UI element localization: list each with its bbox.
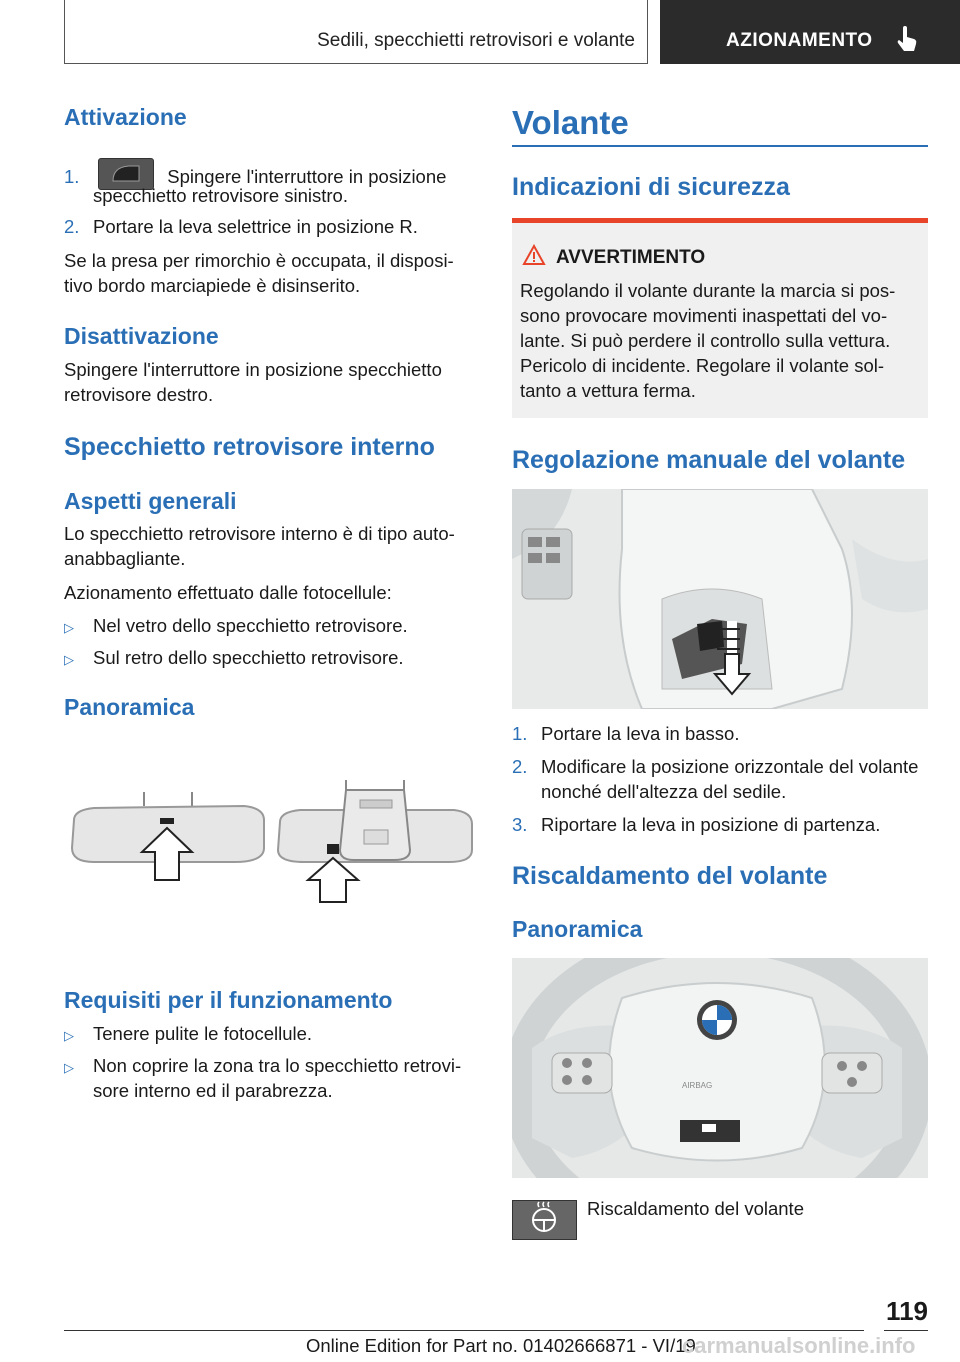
requisiti-bullet-2-cont: sore interno ed il parabrezza.	[93, 1080, 333, 1101]
reg-step-2: 2. Modificare la posizione orizzontale del volante	[512, 756, 919, 777]
steering-heating-label: Riscaldamento del volante	[587, 1198, 804, 1219]
footer-rule	[64, 1330, 864, 1331]
generali-heading: Aspetti generali	[64, 488, 237, 514]
warning-box	[512, 218, 928, 418]
warning-triangle-icon	[522, 244, 546, 266]
fotocellule-bullet-1: ▷ Nel vetro dello specchietto retrovisore.	[64, 613, 408, 640]
interno-heading: Specchietto retrovisore interno	[64, 433, 435, 461]
panoramica-heading-right: Panoramica	[512, 916, 643, 942]
regolazione-heading: Regolazione manuale del volante	[512, 446, 906, 474]
attivazione-step-2: 2. Portare la leva selettrice in posizione R.	[64, 216, 418, 237]
volante-heading: Volante	[512, 104, 629, 141]
generali-para: Lo specchietto retrovisore interno è di tipo auto- anabbagliante.	[64, 523, 455, 569]
footer-edition: Online Edition for Part no. 01402666871 - VI/19	[306, 1335, 696, 1356]
steering-heating-button-icon	[512, 1200, 577, 1240]
warning-text: Regolando il volante durante la marcia si pos- sono provocare movimenti inaspettati del vo- lante. Si può perdere il controllo sulla vettura. Pericolo di incidente. Regolare il volante sol- tanto a vettura ferma.	[520, 280, 896, 401]
bullet-triangle-icon: ▷	[64, 1028, 74, 1043]
footer-watermark: carmanualsonline.info	[682, 1333, 916, 1358]
requisiti-heading: Requisiti per il funzionamento	[64, 987, 393, 1013]
airbag-text: AIRBAG	[682, 1081, 713, 1090]
rearview-mirror-illustration	[64, 770, 480, 910]
warning-label-row: AVVERTIMENTO	[522, 244, 705, 269]
steering-wheel-illustration	[512, 958, 928, 1178]
disattivazione-heading: Disattivazione	[64, 323, 219, 349]
chapter-label: AZIONAMENTO	[726, 30, 873, 51]
fotocellule-bullet-2: ▷ Sul retro dello specchietto retrovisore.	[64, 645, 404, 672]
attivazione-step-1: 1. Spingere l'interruttore in posizione	[64, 158, 484, 190]
footer-rule-right	[884, 1330, 928, 1331]
disattivazione-para: Spingere l'interruttore in posizione specchietto retrovisore destro.	[64, 359, 442, 405]
requisiti-bullet-1: ▷ Tenere pulite le fotocellule.	[64, 1021, 312, 1048]
reg-step-1: 1. Portare la leva in basso.	[512, 723, 740, 744]
attivazione-heading: Attivazione	[64, 104, 187, 130]
page-number: 119	[886, 1296, 928, 1326]
bullet-triangle-icon: ▷	[64, 652, 74, 667]
attivazione-step-1-cont: specchietto retrovisore sinistro.	[93, 185, 348, 206]
steering-lever-illustration	[512, 489, 928, 709]
header-section-title: Sedili, specchietti retrovisori e volante	[64, 0, 648, 64]
requisiti-bullet-2: ▷ Non coprire la zona tra lo specchietto retrovi-	[64, 1053, 461, 1080]
attivazione-para: Se la presa per rimorchio è occupata, il disposi- tivo bordo marciapiede è disinserito.	[64, 250, 454, 296]
fotocellule-intro: Azionamento effettuato dalle fotocellule:	[64, 582, 392, 603]
reg-step-2-cont: nonché dell'altezza del sedile.	[541, 781, 787, 802]
bullet-triangle-icon: ▷	[64, 1060, 74, 1075]
riscaldamento-heading: Riscaldamento del volante	[512, 862, 828, 890]
header-chapter	[660, 0, 960, 64]
panoramica-heading-left: Panoramica	[64, 694, 195, 720]
reg-step-3: 3. Riportare la leva in posizione di partenza.	[512, 814, 881, 835]
hand-pointer-icon	[896, 26, 918, 52]
bullet-triangle-icon: ▷	[64, 620, 74, 635]
sicurezza-heading: Indicazioni di sicurezza	[512, 173, 790, 201]
volante-rule	[512, 145, 928, 147]
